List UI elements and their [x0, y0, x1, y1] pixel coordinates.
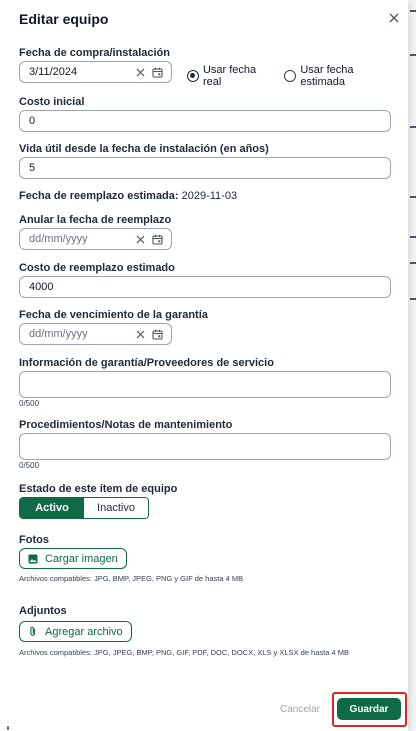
initial-cost-input[interactable]: 0: [19, 110, 391, 132]
maintenance-counter: 0/500: [19, 461, 40, 470]
clear-icon[interactable]: [134, 328, 146, 340]
radio-use-estimated-date[interactable]: [284, 64, 401, 88]
calendar-icon[interactable]: [151, 328, 163, 340]
purchase-date-input[interactable]: [19, 61, 172, 83]
radio-unselected-icon: [284, 70, 296, 82]
status-toggle: [19, 497, 149, 519]
radio-selected-icon: [187, 70, 199, 82]
estimated-replacement-value: 2029-11-03: [181, 190, 238, 202]
background-app-strip: [408, 0, 416, 731]
add-file-label: Agregar archivo: [45, 625, 123, 638]
dialog-title: Editar equipo: [19, 11, 109, 27]
radio-use-actual-date[interactable]: [187, 64, 277, 88]
image-icon: [27, 553, 39, 565]
maintenance-label: Procedimientos/Notas de mantenimiento: [19, 419, 233, 431]
save-button[interactable]: Guardar: [337, 698, 401, 720]
photos-help-text: Archivos compatibles: JPG, BMP, JPEG, PNG y GIF de hasta 4 MB: [19, 574, 244, 583]
purchase-date-value: 3/11/2024: [29, 66, 78, 78]
date-placeholder: dd/mm/yyyy: [29, 328, 88, 340]
status-active-button[interactable]: Activo: [20, 498, 84, 518]
add-file-button[interactable]: [19, 621, 132, 642]
estimated-replacement-label: Fecha de reemplazo estimada:: [19, 190, 179, 202]
clear-icon[interactable]: [134, 233, 146, 245]
replacement-cost-input[interactable]: 4000: [19, 276, 391, 298]
maintenance-textarea[interactable]: [19, 433, 391, 460]
clear-icon[interactable]: [134, 66, 146, 78]
radio-label: Usar fecha real: [202, 64, 257, 88]
override-replacement-label: Anular la fecha de reemplazo: [19, 214, 172, 226]
attachments-help-text: Archivos compatibles: JPG, JPEG, BMP, PNG, GIF, PDF, DOC, DOCX, XLS y XLSX de hasta 4 MB: [19, 648, 349, 657]
radio-label: Usar fecha estimada: [300, 64, 354, 88]
warranty-expiry-label: Fecha de vencimiento de la garantía: [19, 309, 208, 321]
date-placeholder: dd/mm/yyyy: [29, 233, 88, 245]
upload-image-label: Cargar imagen: [45, 552, 118, 565]
calendar-icon[interactable]: [151, 233, 163, 245]
status-inactive-button[interactable]: Inactivo: [84, 498, 148, 518]
close-icon[interactable]: [386, 10, 402, 26]
cancel-button[interactable]: Cancelar: [279, 703, 321, 715]
warranty-info-counter: 0/500: [19, 399, 40, 408]
upload-image-button[interactable]: [19, 548, 127, 569]
attachments-label: Adjuntos: [19, 605, 67, 617]
useful-life-label: Vida útil desde la fecha de instalación (en años): [19, 143, 269, 155]
status-label: Estado de este ítem de equipo: [19, 483, 178, 495]
replacement-cost-label: Costo de reemplazo estimado: [19, 262, 175, 274]
useful-life-input[interactable]: 5: [19, 157, 391, 179]
paperclip-icon: [27, 626, 39, 638]
initial-cost-label: Costo inicial: [19, 96, 85, 108]
corner-mark: [7, 726, 9, 730]
warranty-info-label: Información de garantía/Proveedores de servicio: [19, 357, 274, 369]
warranty-expiry-input[interactable]: [19, 323, 172, 345]
photos-label: Fotos: [19, 534, 49, 546]
calendar-icon[interactable]: [151, 66, 163, 78]
override-replacement-input[interactable]: [19, 228, 172, 250]
purchase-date-label: Fecha de compra/instalación: [19, 47, 170, 59]
date-type-radio-group: [187, 64, 408, 88]
estimated-replacement-text: [19, 190, 237, 202]
warranty-info-textarea[interactable]: [19, 371, 391, 398]
